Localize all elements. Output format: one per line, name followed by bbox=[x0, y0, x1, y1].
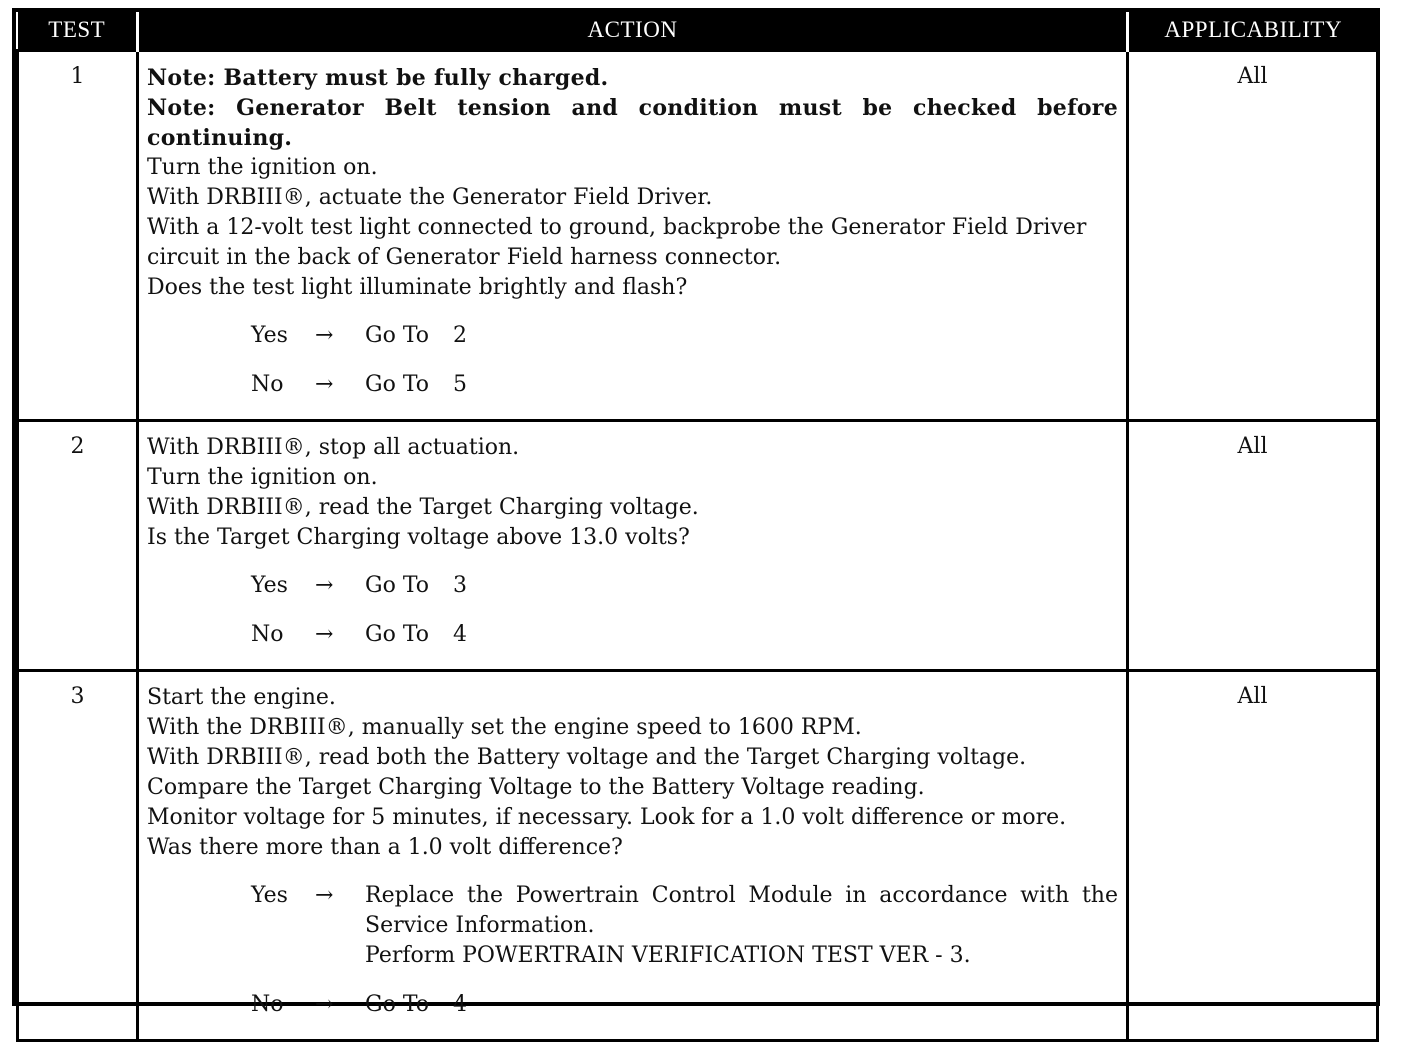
test-number: 1 bbox=[18, 50, 138, 420]
action-line: Compare the Target Charging Voltage to the Battery Voltage reading. bbox=[147, 774, 925, 800]
action-line: With DRBIII®, actuate the Generator Field Driver. bbox=[147, 184, 713, 210]
action-line: Turn the ignition on. bbox=[147, 464, 378, 490]
action-line: With DRBIII®, stop all actuation. bbox=[147, 434, 520, 460]
outcome-label: Yes bbox=[251, 572, 288, 598]
outcome-no bbox=[251, 370, 1118, 400]
outcome-yes bbox=[251, 881, 1118, 971]
action-line: Is the Target Charging voltage above 13.0 volts? bbox=[147, 524, 690, 550]
test-number: 2 bbox=[18, 420, 138, 670]
applicability-value: All bbox=[1128, 420, 1378, 670]
arrow-right-icon: → bbox=[315, 882, 334, 908]
arrow-right-icon: → bbox=[315, 371, 334, 397]
goto-step: 4 bbox=[453, 621, 468, 647]
action-cell bbox=[138, 420, 1128, 670]
goto-text: Go To bbox=[365, 322, 430, 348]
outcome-no bbox=[251, 990, 1118, 1020]
outcome-label: No bbox=[251, 621, 284, 647]
arrow-right-icon: → bbox=[315, 621, 334, 647]
header-applicability: APPLICABILITY bbox=[1128, 12, 1378, 50]
note-text: Note: Generator Belt tension and condition must be checked before continuing. bbox=[147, 94, 1118, 151]
outcome-no bbox=[251, 620, 1118, 650]
goto-step: 4 bbox=[453, 991, 468, 1017]
action-cell bbox=[138, 670, 1128, 1040]
applicability-value: All bbox=[1128, 50, 1378, 420]
outcome-yes bbox=[251, 571, 1118, 601]
test-number: 3 bbox=[18, 670, 138, 1040]
goto-step: 3 bbox=[453, 572, 468, 598]
table-row bbox=[18, 420, 1378, 670]
arrow-right-icon: → bbox=[315, 572, 334, 598]
applicability-value: All bbox=[1128, 670, 1378, 1040]
outcome-result bbox=[365, 620, 1118, 650]
header-row bbox=[18, 12, 1378, 50]
action-line: With DRBIII®, read the Target Charging voltage. bbox=[147, 494, 699, 520]
action-line: With the DRBIII®, manually set the engine speed to 1600 RPM. bbox=[147, 714, 862, 740]
outcome-yes bbox=[251, 321, 1118, 351]
goto-text: Go To bbox=[365, 991, 430, 1017]
goto-text: Go To bbox=[365, 371, 430, 397]
action-line: With DRBIII®, read both the Battery voltage and the Target Charging voltage. bbox=[147, 744, 1027, 770]
outcome-label: No bbox=[251, 371, 284, 397]
outcome-result bbox=[365, 370, 1118, 400]
header-test: TEST bbox=[48, 17, 106, 43]
table-row bbox=[18, 50, 1378, 420]
goto-step: 5 bbox=[453, 371, 468, 397]
goto-step: 2 bbox=[453, 322, 468, 348]
outcome-result bbox=[365, 321, 1118, 351]
action-line: Turn the ignition on. bbox=[147, 154, 378, 180]
goto-text: Go To bbox=[365, 621, 430, 647]
result-line: Replace the Powertrain Control Module in accordance with the Service Information. bbox=[365, 882, 1118, 938]
action-line: With a 12-volt test light connected to ground, backprobe the Generator Field Driver circuit in the back of Generator Field harness connector. bbox=[147, 214, 1087, 270]
arrow-right-icon: → bbox=[315, 322, 334, 348]
header-action: ACTION bbox=[138, 12, 1128, 50]
action-line: Was there more than a 1.0 volt difference? bbox=[147, 834, 623, 860]
note-text: Note: Battery must be fully charged. bbox=[147, 64, 609, 91]
test-grid bbox=[16, 12, 1379, 1042]
outcome-result bbox=[365, 990, 1118, 1020]
action-line: Does the test light illuminate brightly and flash? bbox=[147, 274, 688, 300]
arrow-right-icon: → bbox=[315, 991, 334, 1017]
outcomes bbox=[251, 321, 1118, 400]
action-cell bbox=[138, 50, 1128, 420]
outcomes bbox=[251, 571, 1118, 650]
goto-text: Go To bbox=[365, 572, 430, 598]
table-row bbox=[18, 670, 1378, 1040]
outcome-label: No bbox=[251, 991, 284, 1017]
outcome-label: Yes bbox=[251, 882, 288, 908]
action-line: Start the engine. bbox=[147, 684, 336, 710]
action-line: Monitor voltage for 5 minutes, if necessary. Look for a 1.0 volt difference or more. bbox=[147, 804, 1067, 830]
outcome-result bbox=[365, 571, 1118, 601]
diagnostic-test-table bbox=[12, 8, 1380, 1017]
outcomes bbox=[251, 881, 1118, 1020]
result-line: Perform POWERTRAIN VERIFICATION TEST VER - 3. bbox=[365, 942, 971, 968]
outcome-label: Yes bbox=[251, 322, 288, 348]
outcome-result bbox=[365, 881, 1118, 971]
